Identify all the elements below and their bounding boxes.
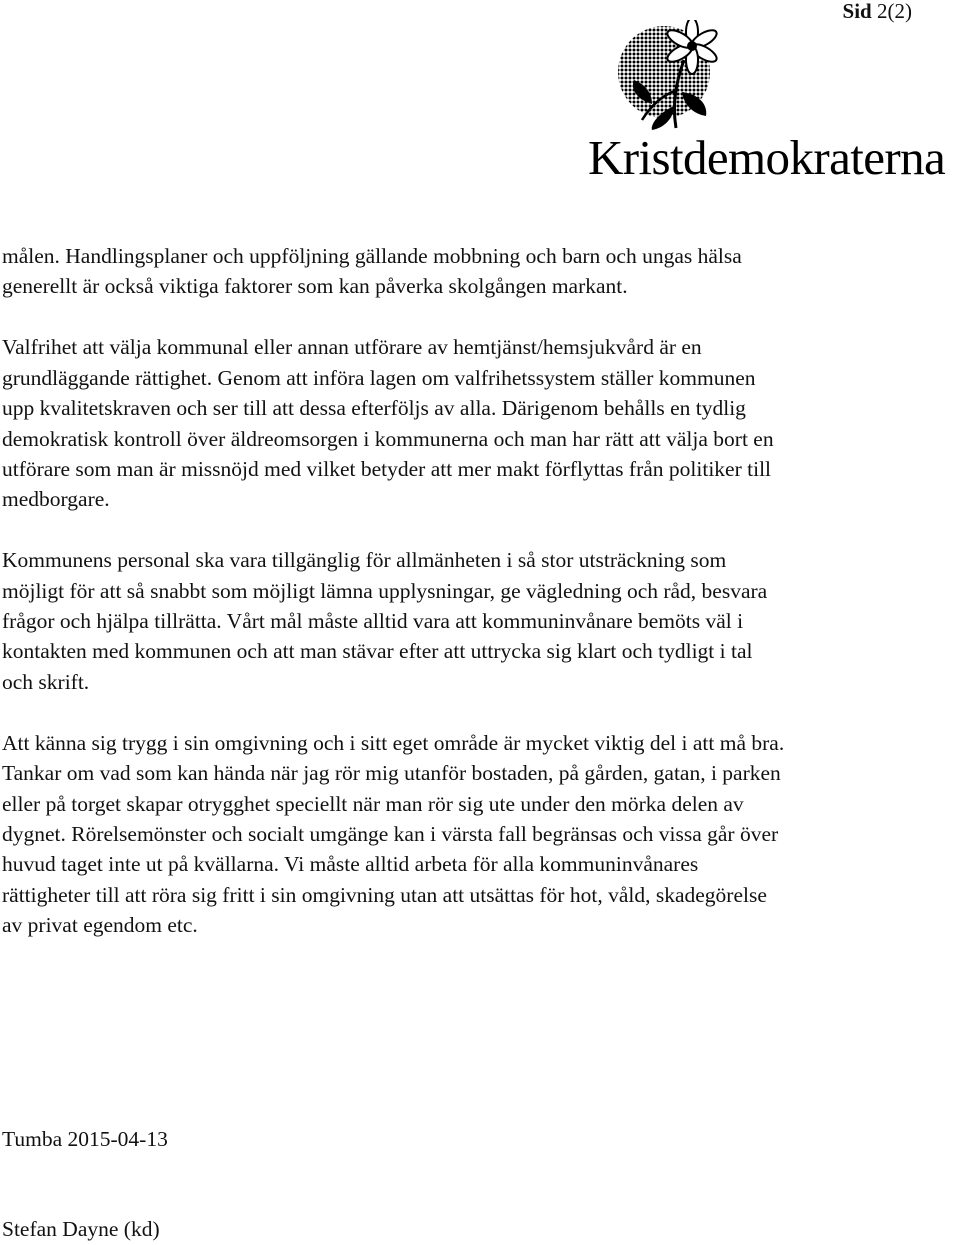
anemone-flower-icon — [612, 20, 732, 132]
page-label: Sid — [842, 0, 872, 23]
letter-body — [2, 241, 950, 941]
paragraph-3: Kommunens personal ska vara tillgänglig för allmänheten i så stor utsträckning som möjligt för att så snabbt som möjligt lämna upplysningar, ge vägledning och råd, besvara frågor och hjälpa tillrätta. Vårt mål måste alltid vara att kommuninvånare bemöts väl i kontakten med kommunen och att man stävar efter att uttrycka sig klart och tydligt i tal och skrift. — [2, 548, 768, 694]
signature: Stefan Dayne (kd) — [2, 1217, 160, 1241]
page-count: 2(2) — [877, 0, 912, 23]
party-wordmark: Kristdemokraterna — [588, 130, 946, 185]
party-logo — [586, 20, 960, 190]
paragraph-1: målen. Handlingsplaner och uppföljning gällande mobbning och barn och ungas hälsa generellt är också viktiga faktorer som kan påverka skolgången markant. — [2, 244, 742, 299]
place-and-date: Tumba 2015-04-13 — [2, 1127, 168, 1151]
paragraph-4: Att känna sig trygg i sin omgivning och i sitt eget område är mycket viktig del i att må bra. Tankar om vad som kan hända när jag rör mig utanför bostaden, på gården, gatan, i parken eller på torget skapar otrygghet speciellt när man rör sig ute under den mörka delen av dygnet. Rörelsemönster och socialt umgänge kan i värsta fall begränsas och vissa går över huvud taget inte ut på kvällarna. Vi måste alltid arbeta för alla kommuninvånares rättigheter till att röra sig fritt i sin omgivning utan att utsättas för hot, våld, skadegörelse av privat egendom etc. — [2, 730, 785, 938]
paragraph-2: Valfrihet att välja kommunal eller annan utförare av hemtjänst/hemsjukvård är en grundläggande rättighet. Genom att införa lagen om valfrihetssystem ställer kommunen upp kvalitetskraven och ser till att dessa efterföljs av alla. Därigenom behålls en tydlig demokratisk kontroll över äldreomsorgen i kommunerna och man har rätt att välja bort en utförare som man är missnöjd med vilket betyder att mer makt förflyttas från politiker till medborgare. — [2, 335, 774, 512]
